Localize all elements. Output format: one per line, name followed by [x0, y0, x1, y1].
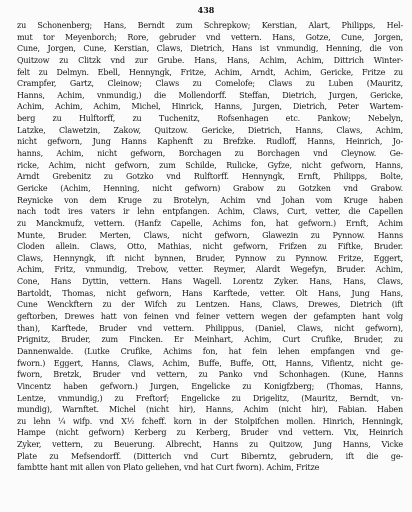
page-number: 438	[197, 5, 215, 15]
text-line: Cune, Jorgen, Cune, Kerstian, Claws, Dietrich, Hans ist vnmundig, Henning, die von	[17, 44, 403, 54]
text-line: Vincentz haben gefworn.) Jurgen, Engelicke zu Konigfzberg; (Thomas, Hanns,	[17, 381, 403, 391]
text-line: zu Schonenberg; Hans, Berndt zum Schrepkow; Kerstian, Alart, Philipps, Hel-	[17, 21, 403, 30]
text-line: than), Karftede, Bruder vnd vettern. Philippus, (Daniel, Claws, nicht gefworn),	[17, 323, 403, 333]
text-line: fworn, Bretzk, Bruder vnd vettern, zu Panko vnd Schonhagen. (Kune, Hanns	[17, 370, 403, 380]
text-line: Lentze, vnmundig,) zu Freftorf; Engelicke zu Drigelitz, (Mauritz, Berndt, vn-	[17, 393, 403, 403]
text-line: Munte, Bruder. Merten, Claws, nicht gefworn, Glawezin zu Pynnow. Hanns	[17, 230, 403, 240]
text-line: Claws, Hennyngk, ift nicht bynnen, Bruder, Pynnow zu Pynnow. Fritze, Eggert,	[17, 253, 403, 263]
text-line: ricke, Achim, nicht gefworn, zum Schilde, Rulicke, Gyfze, nicht gefworn, Hanns,	[17, 160, 403, 170]
text-line: zu lehn ¼ wifp. vnd X½ fcheff. korn in der Stolpifchen mollen. Hinrich, Henningk,	[17, 416, 403, 426]
text-line: Hanns, Achim, vnmundig,) die Mollendorff. Steffan, Dietrich, Jurgen, Gericke,	[17, 90, 403, 100]
text-line: hanns, Achim, nicht gefworn, Borchagen zu Borchagen vnd Cleynow. Ge-	[17, 149, 403, 159]
text-line: Dannenwalde. (Lutke Crufike, Achims fon, hat fein lehen empfangen vnd ge-	[17, 346, 403, 356]
text-line: nach todt ires vaters ir lehn entpfangen. Achim, Claws, Curt, vetter, die Capellen	[17, 207, 403, 217]
text-line: felt zu Delmyn. Ebell, Hennyngk, Fritze, Achim, Arndt, Achim, Gericke, Fritze zu	[17, 67, 403, 77]
text-line: Quitzow zu Clitzk vnd zur Grube. Hans, Hans, Achim, Achim, Dittrich Winter-	[17, 55, 403, 65]
text-line: Achim, Fritz, vnmundig, Trebow, vetter. Reymer, Alardt Wegefyn, Bruder. Achim,	[17, 265, 403, 275]
text-line: nicht gefworn, Jung Hanns Kaphenft zu Brefzke. Rudloff, Hanns, Heinrich, Jo-	[17, 137, 403, 147]
text-line: Achim, Achim, Achim, Michel, Hinrick, Hanns, Jurgen, Dietrich, Peter Wartem-	[17, 102, 403, 112]
text-line: Arndt Grebenitz zu Gotzko vnd Rulftorff. Hennyngk, Ernft, Philipps, Bolte,	[17, 172, 403, 182]
text-line: Reynicke von dem Kruge zu Brotelyn, Achim vnd Johan vom Kruge haben	[17, 195, 403, 205]
text-line: Crampfer, Gartz, Cleinow; Claws zu Comelofe; Claws zu Luben (Mauritz,	[17, 79, 403, 89]
text-line: Plate zu Mefsendorff. (Ditterich vnd Curt Biberntz, gebrudern, ift die ge-	[17, 451, 403, 461]
text-line: mundig), Warnftet. Michel (nicht hir), Hanns, Achim (nicht hir), Fabian. Haben	[17, 405, 403, 415]
text-line: Gericke (Achim, Henning, nicht gefworn) Grabow zu Gotzken vnd Grabow.	[17, 183, 403, 193]
text-line: fambtte hant mit allen von Plato geliehen, vnd hat Curt fworn). Achim, Fritze	[17, 463, 320, 473]
text-line: Zyker, vettern, zu Beuerung. Albrecht, Hanns zu Quitzow, Jung Hanns, Vicke	[17, 440, 403, 450]
text-line: Cune Wenckftern zu der Wifch zu Lentzen. Hans, Claws, Drewes, Dietrich (ift	[17, 300, 403, 310]
body-text	[17, 20, 403, 474]
text-line: Prignitz, Bruder, zum Fincken. Er Meinhart, Achim, Curt Crufike, Bruder, zu	[17, 335, 403, 345]
text-line: berg zu Hulftorff, zu Tuchenitz, Rofsenhagen etc. Pankow; Nebelyn,	[17, 114, 403, 124]
text-line: Cone, Hans Dyttin, vettern. Hans Wagell. Lorentz Zyker. Hans, Hans, Claws,	[17, 277, 403, 287]
text-line: Latzke, Clawetzin, Zakow, Quitzow. Gericke, Dietrich, Hanns, Claws, Achim,	[17, 125, 403, 135]
text-line: Bartoldt, Thomas, nicht gefworn, Hans Karftede, vetter. Olt Hans, Jung Hans,	[17, 288, 403, 298]
text-line: mut tor Meyenborch; Rore, gebruder vnd vettern. Hans, Gotze, Cune, Jorgen,	[17, 32, 403, 42]
text-line: geftorben, Drewes hatt von feinen vnd feiner vettern wegen der gefampten hant volg	[17, 312, 403, 322]
text-line: Cloden allein. Claws, Otto, Mathias, nicht gefworn, Frifzen zu Fiftke, Bruder.	[17, 242, 403, 252]
text-line: fworn.) Eggert, Hanns, Claws, Achim, Buffe, Buffe, Ott, Hanns, Vifientz, nicht ge-	[17, 358, 403, 368]
text-line: zu Manckmufz, vettern. (Hanfz Capelle, Achims fon, hat gefworn.) Ernft, Achim	[17, 218, 403, 228]
text-line: Hampe (nicht gefworn) Kerberg zu Kerberg, Bruder vnd vettern. Vix, Heinrich	[17, 428, 403, 438]
